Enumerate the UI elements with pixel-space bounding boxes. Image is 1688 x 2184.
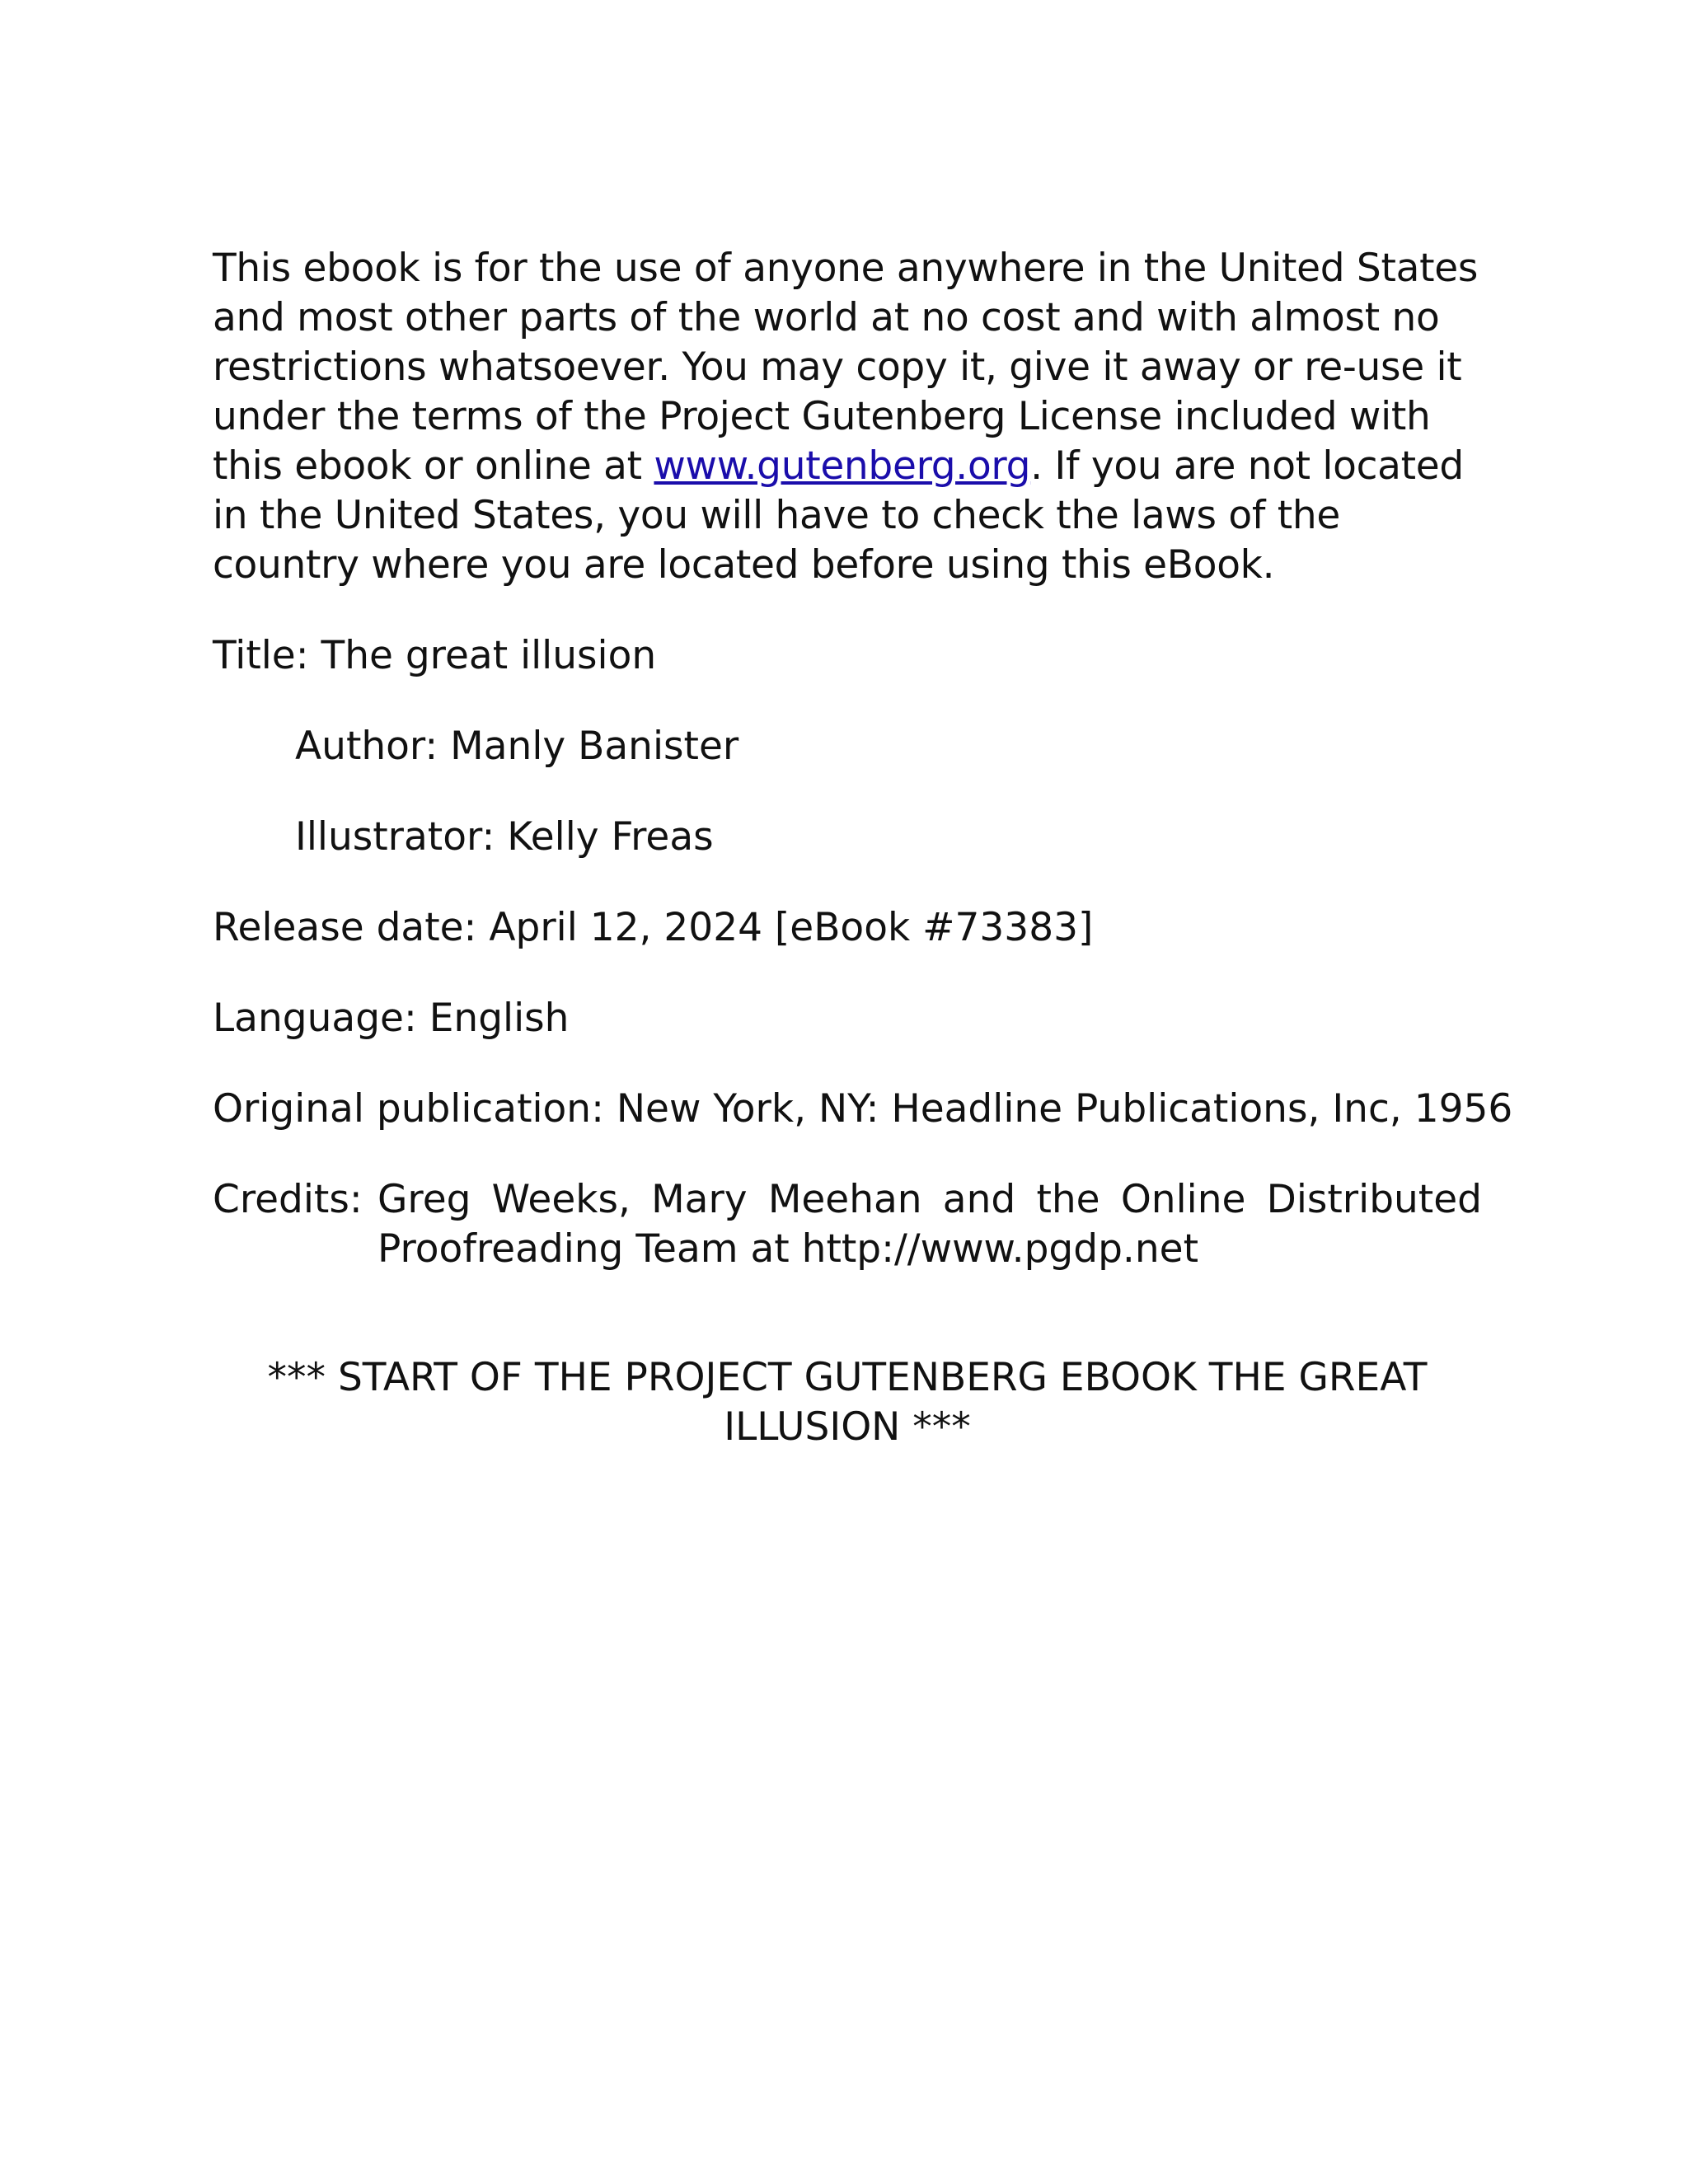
start-of-ebook-marker: *** START OF THE PROJECT GUTENBERG EBOOK THE GREAT ILLUSION *** <box>267 1355 1428 1450</box>
ebook-front-matter <box>213 244 1513 1452</box>
original-publication: Original publication: New York, NY: Headline Publications, Inc, 1956 <box>213 1086 1513 1132</box>
credits-label: Credits: <box>213 1177 363 1222</box>
book-author: Author: Manly Banister <box>295 724 739 769</box>
book-title: Title: The great illusion <box>213 633 657 678</box>
license-notice-text-continued: . If you are not located in the United States, you will have to check the laws of the country where you are located before using this eBook. <box>213 443 1464 588</box>
license-notice-text: This ebook is for the use of anyone anywhere in the United States and most other parts of the world at no cost and with almost no restrictions whatsoever. You may copy it, give it away or re-use it under the terms of the Project Gutenberg License included with this ebook or online at <box>213 246 1479 489</box>
language: Language: English <box>213 996 570 1041</box>
gutenberg-link[interactable]: www.gutenberg.org <box>654 443 1031 489</box>
credits-value: Greg Weeks, Mary Meehan and the Online Distributed Proofreading Team at http://www.pgdp.net <box>377 1177 1482 1272</box>
release-date: Release date: April 12, 2024 [eBook #73383] <box>213 905 1094 950</box>
book-illustrator: Illustrator: Kelly Freas <box>295 814 714 860</box>
credits <box>213 1175 1482 1274</box>
license-notice <box>213 244 1482 590</box>
